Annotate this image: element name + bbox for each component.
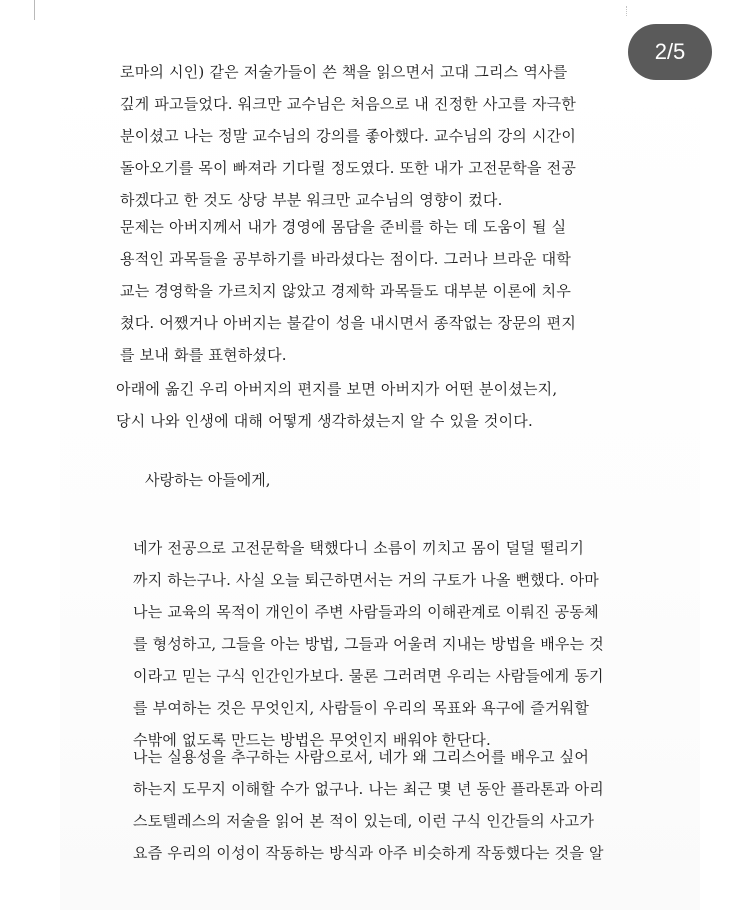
text-line: 이라고 믿는 구식 인간인가보다. 물론 그러려면 우리는 사람들에게 동기: [133, 667, 604, 685]
text-line: 하겠다고 한 것도 상당 부분 워크만 교수님의 영향이 컸다.: [120, 191, 503, 209]
text-line: 문제는 아버지께서 내가 경영에 몸담을 준비를 하는 데 도움이 될 실: [120, 218, 567, 236]
text-line: 네가 전공으로 고전문학을 택했다니 소름이 끼치고 몸이 덜덜 떨리기: [133, 539, 585, 557]
text-line: 를 형성하고, 그들을 아는 방법, 그들과 어울려 지내는 방법을 배우는 것: [133, 635, 604, 653]
text-line: 수밖에 없도록 만드는 방법은 무엇인지 배워야 한단다.: [133, 731, 491, 749]
text-line: 교는 경영학을 가르치지 않았고 경제학 과목들도 대부분 이론에 치우: [120, 282, 572, 300]
text-line: 하는지 도무지 이해할 수가 없구나. 나는 최근 몇 년 동안 플라톤과 아리: [133, 780, 604, 798]
letter-salutation: 사랑하는 아들에게,: [145, 471, 271, 489]
letter-paragraph-2: [133, 741, 740, 869]
text-line: 아래에 옮긴 우리 아버지의 편지를 보면 아버지가 어떤 분이셨는지,: [116, 380, 558, 398]
text-line: 로마의 시인) 같은 저술가들이 쓴 책을 읽으면서 고대 그리스 역사를: [120, 63, 568, 81]
text-line: 스토텔레스의 저술을 읽어 본 적이 있는데, 이런 구식 인간들의 사고가: [133, 812, 595, 830]
text-line: 당시 나와 인생에 대해 어떻게 생각하셨는지 알 수 있을 것이다.: [116, 412, 533, 430]
text-line: 를 부여하는 것은 무엇인지, 사람들이 우리의 목표와 욕구에 즐거워할: [133, 699, 590, 717]
page-indicator-badge: 2/5: [628, 24, 712, 80]
text-line: 깊게 파고들었다. 워크만 교수님은 처음으로 내 진정한 사고를 자극한: [120, 95, 577, 113]
paragraph-2: [120, 211, 740, 371]
scan-edge-mark: [34, 0, 35, 20]
text-line: 나는 실용성을 추구하는 사람으로서, 네가 왜 그리스어를 배우고 싶어: [133, 748, 590, 766]
paragraph-3: [116, 373, 740, 437]
paragraph-1: [120, 56, 740, 216]
text-line: 요즘 우리의 이성이 작동하는 방식과 아주 비슷하게 작동했다는 것을 알: [133, 844, 604, 862]
scan-corner-speck: [626, 6, 630, 16]
text-line: 쳤다. 어쨌거나 아버지는 불같이 성을 내시면서 종작없는 장문의 편지: [120, 314, 577, 332]
text-line: 분이셨고 나는 정말 교수님의 강의를 좋아했다. 교수님의 강의 시간이: [120, 127, 577, 145]
text-line: 까지 하는구나. 사실 오늘 퇴근하면서는 거의 구토가 나올 뻔했다. 아마: [133, 571, 599, 589]
text-line: 를 보내 화를 표현하셨다.: [120, 346, 287, 364]
text-line: 용적인 과목들을 공부하기를 바라셨다는 점이다. 그러나 브라운 대학: [120, 250, 572, 268]
text-line: 나는 교육의 목적이 개인이 주변 사람들과의 이해관계로 이뤄진 공동체: [133, 603, 599, 621]
text-line: 돌아오기를 목이 빠져라 기다릴 정도였다. 또한 내가 고전문학을 전공: [120, 159, 577, 177]
letter-paragraph-1: [133, 532, 740, 756]
